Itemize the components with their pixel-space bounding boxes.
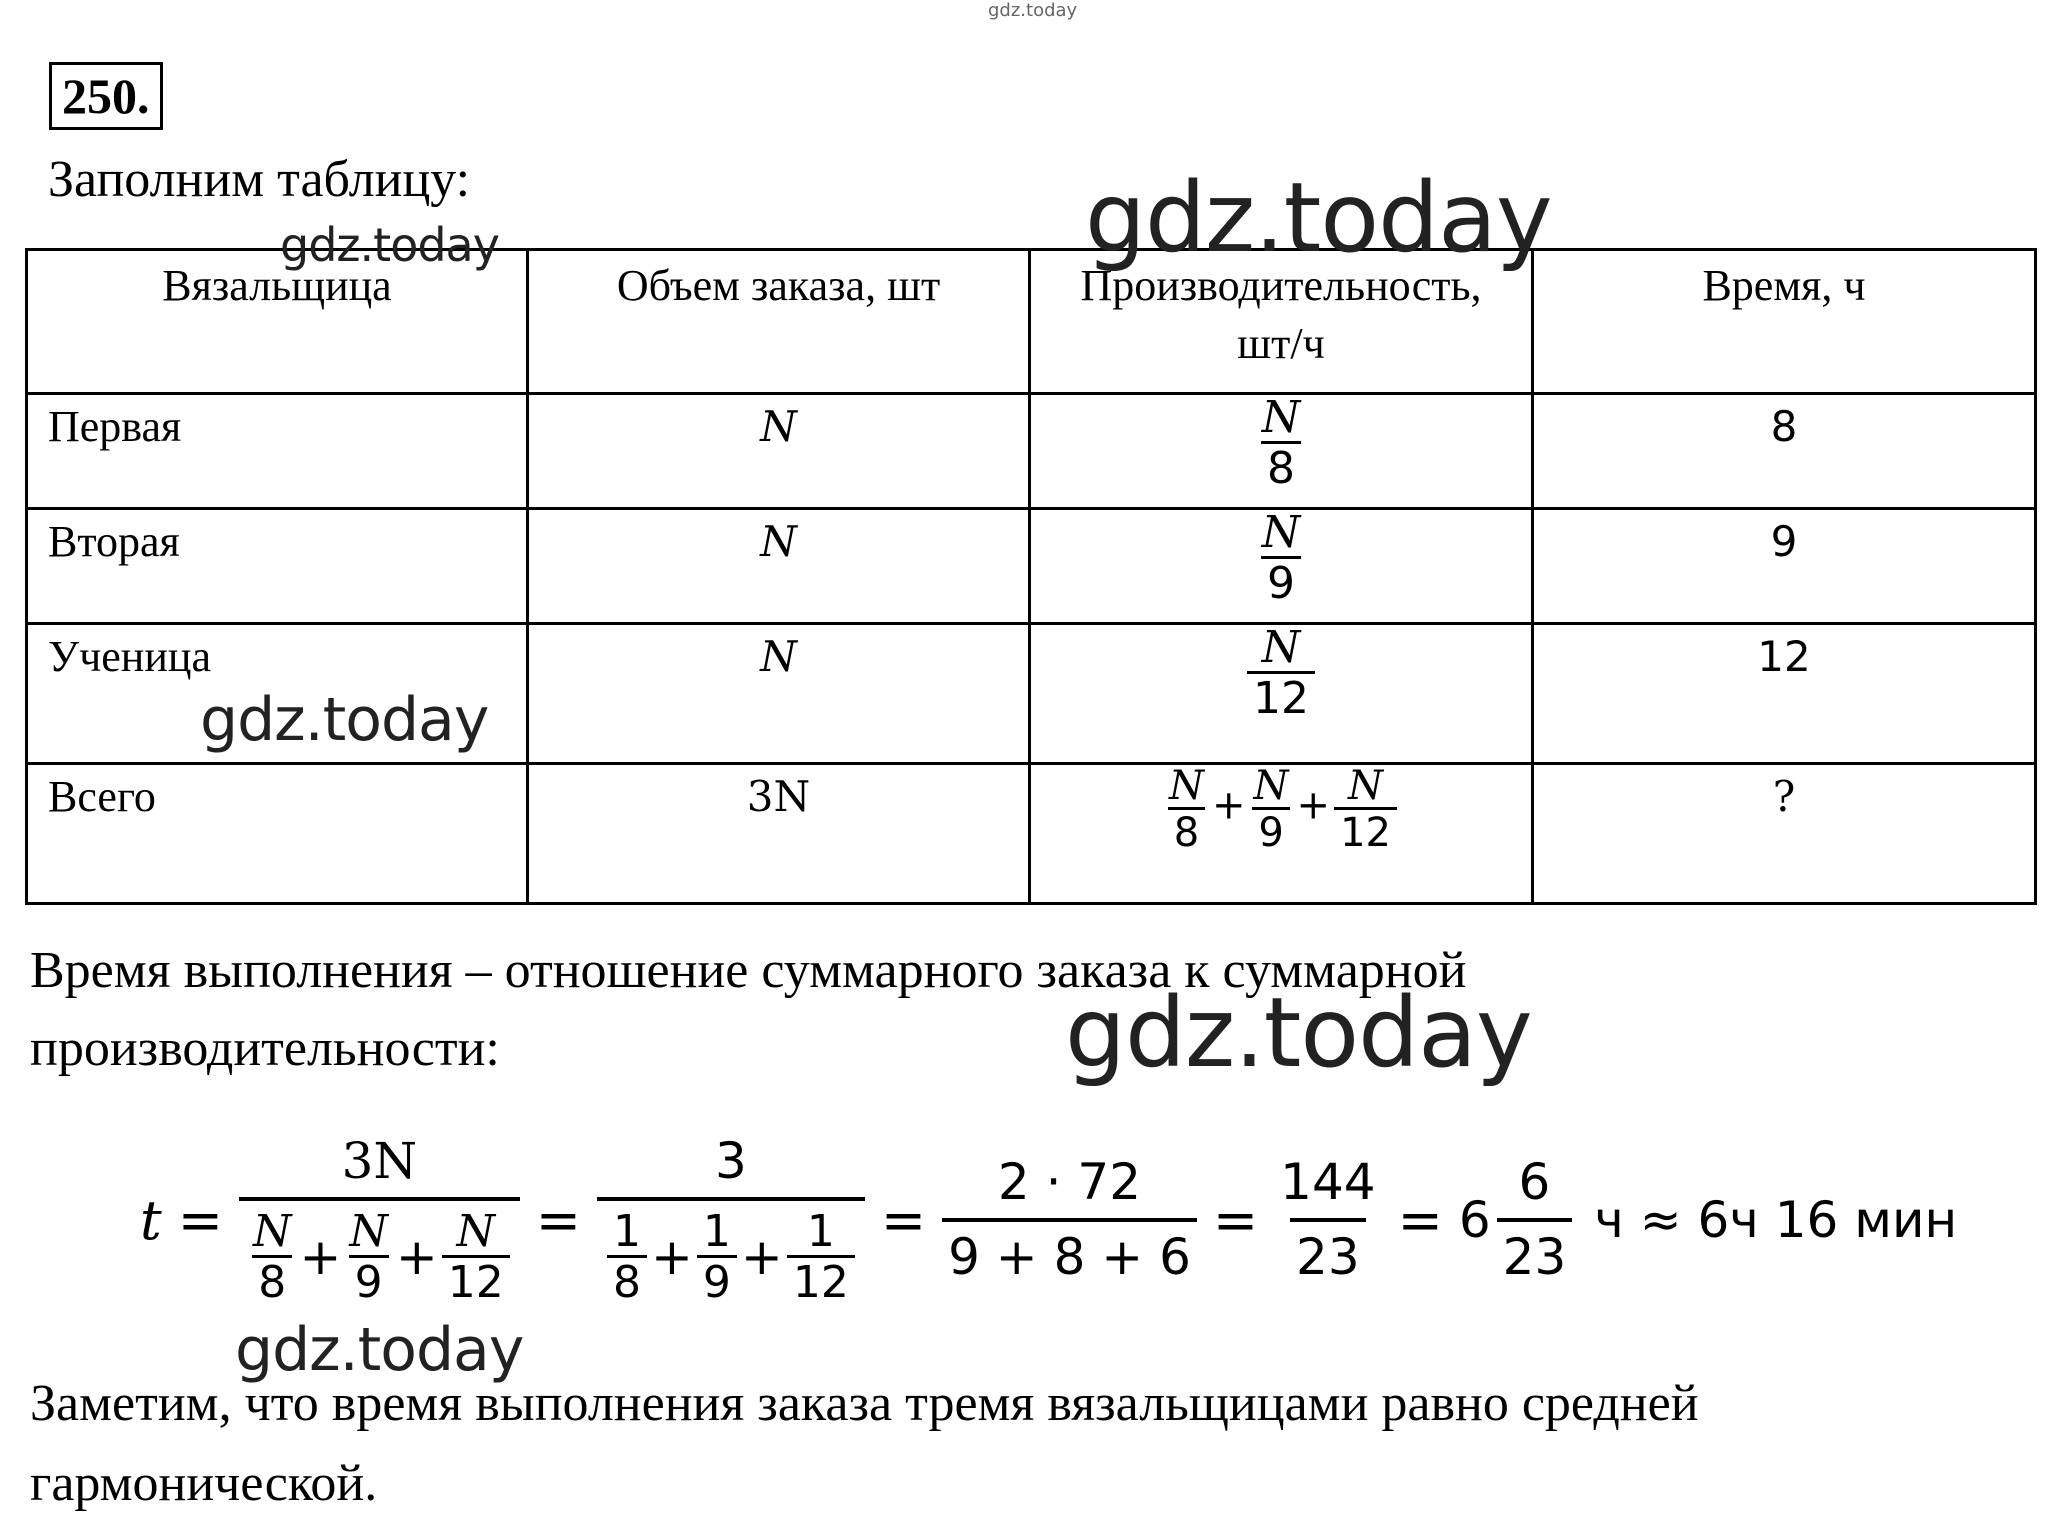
result-tail: ч ≈ 6ч 16 мин (1594, 1191, 1958, 1249)
fraction-denominator: 9 + 8 + 6 (942, 1218, 1197, 1285)
watermark: gdz.today (235, 1315, 524, 1385)
equals-sign: = (177, 1188, 223, 1252)
fraction-denominator: 8 (1261, 441, 1301, 492)
table-row-total (27, 764, 2036, 904)
explanation-line-1: Время выполнения – отношение суммарного заказа к суммарной (30, 942, 1467, 999)
conclusion-line-1: Заметим, что время выполнения заказа тремя вязальщицами равно средней (30, 1375, 1699, 1432)
plus-sign: + (1212, 782, 1246, 829)
fraction-denominator: 9 (697, 1255, 737, 1306)
row-name: Первая (27, 394, 528, 509)
fraction-denominator: 12 (1334, 807, 1397, 854)
fraction-denominator: 23 (1290, 1218, 1366, 1285)
plus-sign: + (1296, 782, 1331, 829)
fraction-numerator: 6 (1518, 1153, 1551, 1211)
row-time: 8 (1770, 402, 1798, 451)
total-fraction-3 (1334, 765, 1397, 854)
fraction-denominator: 12 (442, 1255, 510, 1306)
productivity-fraction (1247, 622, 1315, 725)
fraction-numerator: 2 · 72 (997, 1153, 1142, 1211)
fraction-numerator: N (456, 1205, 496, 1257)
fraction-numerator: N (1261, 622, 1301, 673)
intro-text: Заполним таблицу: (48, 151, 471, 208)
fraction-numerator: 144 (1280, 1153, 1376, 1211)
main-formula (140, 1120, 1957, 1320)
productivity-fraction (1258, 507, 1305, 610)
total-volume: 3N (746, 772, 811, 821)
equals-sign: = (1397, 1188, 1443, 1252)
table-row (27, 509, 2036, 624)
fraction-numerator: N (349, 1205, 388, 1257)
fraction-step-3 (942, 1155, 1197, 1285)
fraction-numerator: 1 (613, 1205, 642, 1257)
problem-number: 250. (49, 62, 163, 130)
row-volume: N (760, 632, 797, 681)
fraction-denominator: 12 (1247, 671, 1315, 722)
fraction-step-4 (1274, 1155, 1381, 1285)
fraction-denominator: 9 (1261, 556, 1301, 607)
watermark: gdz.today (200, 685, 489, 755)
header-volume: Объем заказа, шт (528, 250, 1030, 394)
explanation-line-2: производительности: (30, 1020, 500, 1077)
conclusion-line-2: гармонической. (30, 1455, 378, 1512)
total-time: ? (1772, 772, 1796, 821)
table-row (27, 394, 2036, 509)
fraction-numerator: 1 (806, 1205, 835, 1257)
fraction-denominator (597, 1197, 865, 1306)
fraction-numerator: N (1261, 507, 1301, 558)
fraction-step-1 (239, 1131, 520, 1308)
fraction-denominator: 8 (607, 1255, 647, 1306)
header-productivity: Производительность, шт/ч (1030, 250, 1533, 394)
mixed-number (1459, 1155, 1572, 1285)
equals-sign: = (1212, 1188, 1259, 1252)
fraction-denominator: 8 (1168, 807, 1205, 854)
header-time: Время, ч (1533, 250, 2036, 394)
mixed-whole: 6 (1458, 1191, 1491, 1249)
header-knitter: Вязальщица (27, 250, 528, 394)
fraction-numerator: N (1169, 763, 1205, 809)
fraction-denominator: 23 (1497, 1218, 1573, 1285)
fraction-denominator: 9 (349, 1255, 389, 1306)
total-fraction-2 (1250, 765, 1293, 854)
data-table (25, 248, 2037, 905)
equals-sign: = (880, 1188, 927, 1252)
fraction-numerator: 1 (702, 1205, 731, 1257)
fraction-denominator: 9 (1252, 807, 1289, 854)
fraction-numerator: 3N (341, 1131, 418, 1190)
total-name: Всего (27, 764, 528, 904)
row-name: Ученица (27, 624, 528, 764)
equals-sign: = (535, 1188, 582, 1252)
fraction-numerator: N (1348, 763, 1384, 809)
fraction-denominator: 8 (252, 1255, 292, 1306)
fraction-denominator: 12 (787, 1255, 855, 1306)
watermark: gdz.today (280, 218, 499, 272)
fraction-denominator (239, 1197, 520, 1306)
plus-sign: + (395, 1228, 438, 1286)
row-time: 9 (1770, 517, 1798, 566)
watermark: gdz.today (1085, 162, 1552, 274)
row-volume: N (760, 517, 797, 566)
productivity-fraction (1258, 392, 1305, 495)
total-fraction-1 (1165, 765, 1208, 854)
fraction-numerator: N (252, 1205, 292, 1257)
plus-sign: + (299, 1228, 342, 1286)
row-name: Вторая (27, 509, 528, 624)
fraction-numerator: 3 (715, 1131, 747, 1190)
fraction-numerator: N (1253, 763, 1289, 809)
top-watermark: gdz.today (988, 0, 1078, 21)
time-variable: t (140, 1188, 162, 1252)
plus-sign: + (651, 1228, 693, 1286)
row-time: 12 (1757, 632, 1811, 681)
fraction-numerator: N (1261, 392, 1301, 443)
watermark: gdz.today (1065, 977, 1532, 1089)
plus-sign: + (740, 1228, 783, 1286)
fraction-step-2 (597, 1131, 865, 1308)
row-volume: N (760, 402, 797, 451)
